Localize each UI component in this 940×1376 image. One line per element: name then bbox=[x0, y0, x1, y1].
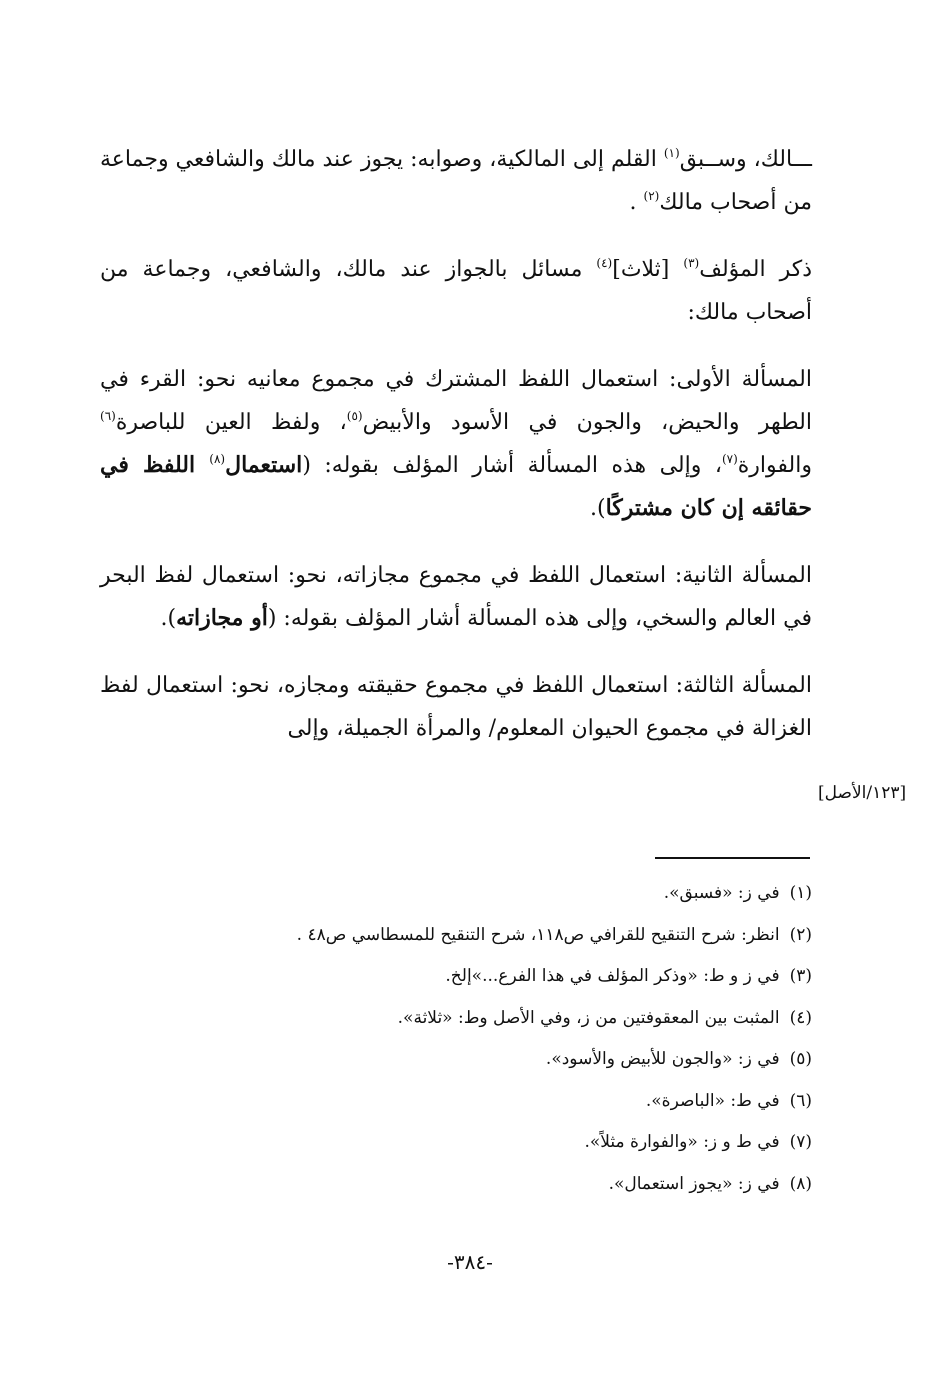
footnote-number: (٢) bbox=[789, 924, 812, 945]
footnote-2 bbox=[100, 915, 812, 957]
footnote-ref-2: (٢) bbox=[643, 189, 660, 203]
main-text bbox=[100, 138, 812, 774]
footnote-5 bbox=[100, 1039, 812, 1081]
footnote-7 bbox=[100, 1122, 812, 1164]
page-number: -٣٨٤- bbox=[447, 1250, 493, 1274]
text-run: [ثلاث] bbox=[612, 257, 684, 282]
footnote-number: (١) bbox=[789, 883, 812, 903]
footnotes bbox=[100, 873, 812, 1205]
footnote-ref-3: (٣) bbox=[683, 256, 700, 270]
text-run: ، ولفظ العين للباصرة bbox=[115, 410, 347, 435]
footnote-text: في ز: «والجون للأبيض والأسود». bbox=[545, 1049, 780, 1069]
text-run: القلم إلى المالكية، وصوابه: يجوز عند مالك والشافعي وجماعة من أصحاب مالك bbox=[100, 147, 812, 215]
footnote-text: انظر: شرح التنقيح للقرافي ص١١٨، شرح التنقيح للمسطاسي ص٤٨ . bbox=[296, 924, 780, 945]
text-run: ). bbox=[590, 496, 606, 521]
margin-note: [١٢٣/الأصل] bbox=[818, 783, 907, 803]
text-run: المسألة الثالثة: استعمال اللفظ في مجموع حقيقته ومجازه، نحو: استعمال لفظ الغزالة في مجموع الحيوان المعلوم/ والمرأة الجميلة، وإلى bbox=[100, 673, 812, 741]
text-run: ذكر المؤلف bbox=[699, 257, 813, 282]
footnote-text: في ز: «فسبق». bbox=[663, 883, 780, 903]
footnote-text: في ط و ز: «والفوارة مثلاً». bbox=[584, 1132, 780, 1152]
footnote-number: (٧) bbox=[789, 1132, 812, 1152]
text-run: والفوارة bbox=[737, 453, 812, 478]
footnote-ref-5: (٥) bbox=[346, 409, 363, 423]
footnote-text: في ز و ط: «وذكر المؤلف في هذا الفرع...»إلخ. bbox=[445, 966, 780, 986]
text-run: ، وإلى هذه المسألة أشار المؤلف بقوله: ( bbox=[302, 453, 722, 478]
footnote-number: (٤) bbox=[789, 1007, 812, 1028]
bold-quote: أو مجازاته bbox=[176, 605, 268, 631]
footnote-ref-1: (١) bbox=[663, 146, 680, 160]
footnote-number: (٥) bbox=[789, 1049, 812, 1069]
footnote-1 bbox=[100, 873, 812, 915]
footnote-divider bbox=[655, 857, 810, 859]
footnote-3 bbox=[100, 956, 812, 998]
footnote-number: (٣) bbox=[789, 966, 812, 986]
text-run: مسائل بالجواز عند مالك، والشافعي، وجماعة من أصحاب مالك: bbox=[100, 257, 812, 325]
paragraph-2 bbox=[100, 248, 812, 334]
footnote-text: المثبت بين المعقوفتين من ز، وفي الأصل وط: «ثلاثة». bbox=[397, 1007, 780, 1028]
footnote-8 bbox=[100, 1164, 812, 1206]
footnote-ref-8: (٨) bbox=[209, 452, 226, 466]
text-run: . bbox=[629, 190, 644, 215]
footnote-4 bbox=[100, 998, 812, 1040]
footnote-text: في ز: «يجوز استعمال». bbox=[608, 1173, 780, 1194]
footnote-ref-4: (٤) bbox=[596, 256, 613, 270]
footnote-number: (٦) bbox=[789, 1090, 812, 1111]
footnote-ref-6: (٦) bbox=[100, 409, 116, 423]
text-run: المسألة الثانية: استعمال اللفظ في مجموع مجازاته، نحو: استعمال لفظ البحر في العالم والسخي، وإلى هذه المسألة أشار المؤلف بقوله: ( bbox=[100, 563, 812, 631]
paragraph-4 bbox=[100, 554, 812, 640]
text-run: المسألة الأولى: استعمال اللفظ المشترك في مجموع معانيه نحو: القرء في الطهر والحيض، والجون في الأسود والأبيض bbox=[100, 367, 812, 435]
text-run: ). bbox=[160, 606, 177, 631]
footnote-number: (٨) bbox=[789, 1173, 812, 1194]
bold-quote: استعمال bbox=[225, 452, 303, 478]
paragraph-1 bbox=[100, 138, 812, 224]
footnote-text: في ط: «الباصرة». bbox=[645, 1090, 780, 1111]
paragraph-3 bbox=[100, 358, 812, 530]
footnote-ref-7: (٧) bbox=[721, 452, 738, 466]
bold-quote: اللفظ في حقائقه إن كان مشتركًا bbox=[100, 452, 812, 521]
footnote-6 bbox=[100, 1081, 812, 1123]
paragraph-5 bbox=[100, 664, 812, 750]
text-run: ـــالك، وســبق bbox=[679, 147, 812, 172]
